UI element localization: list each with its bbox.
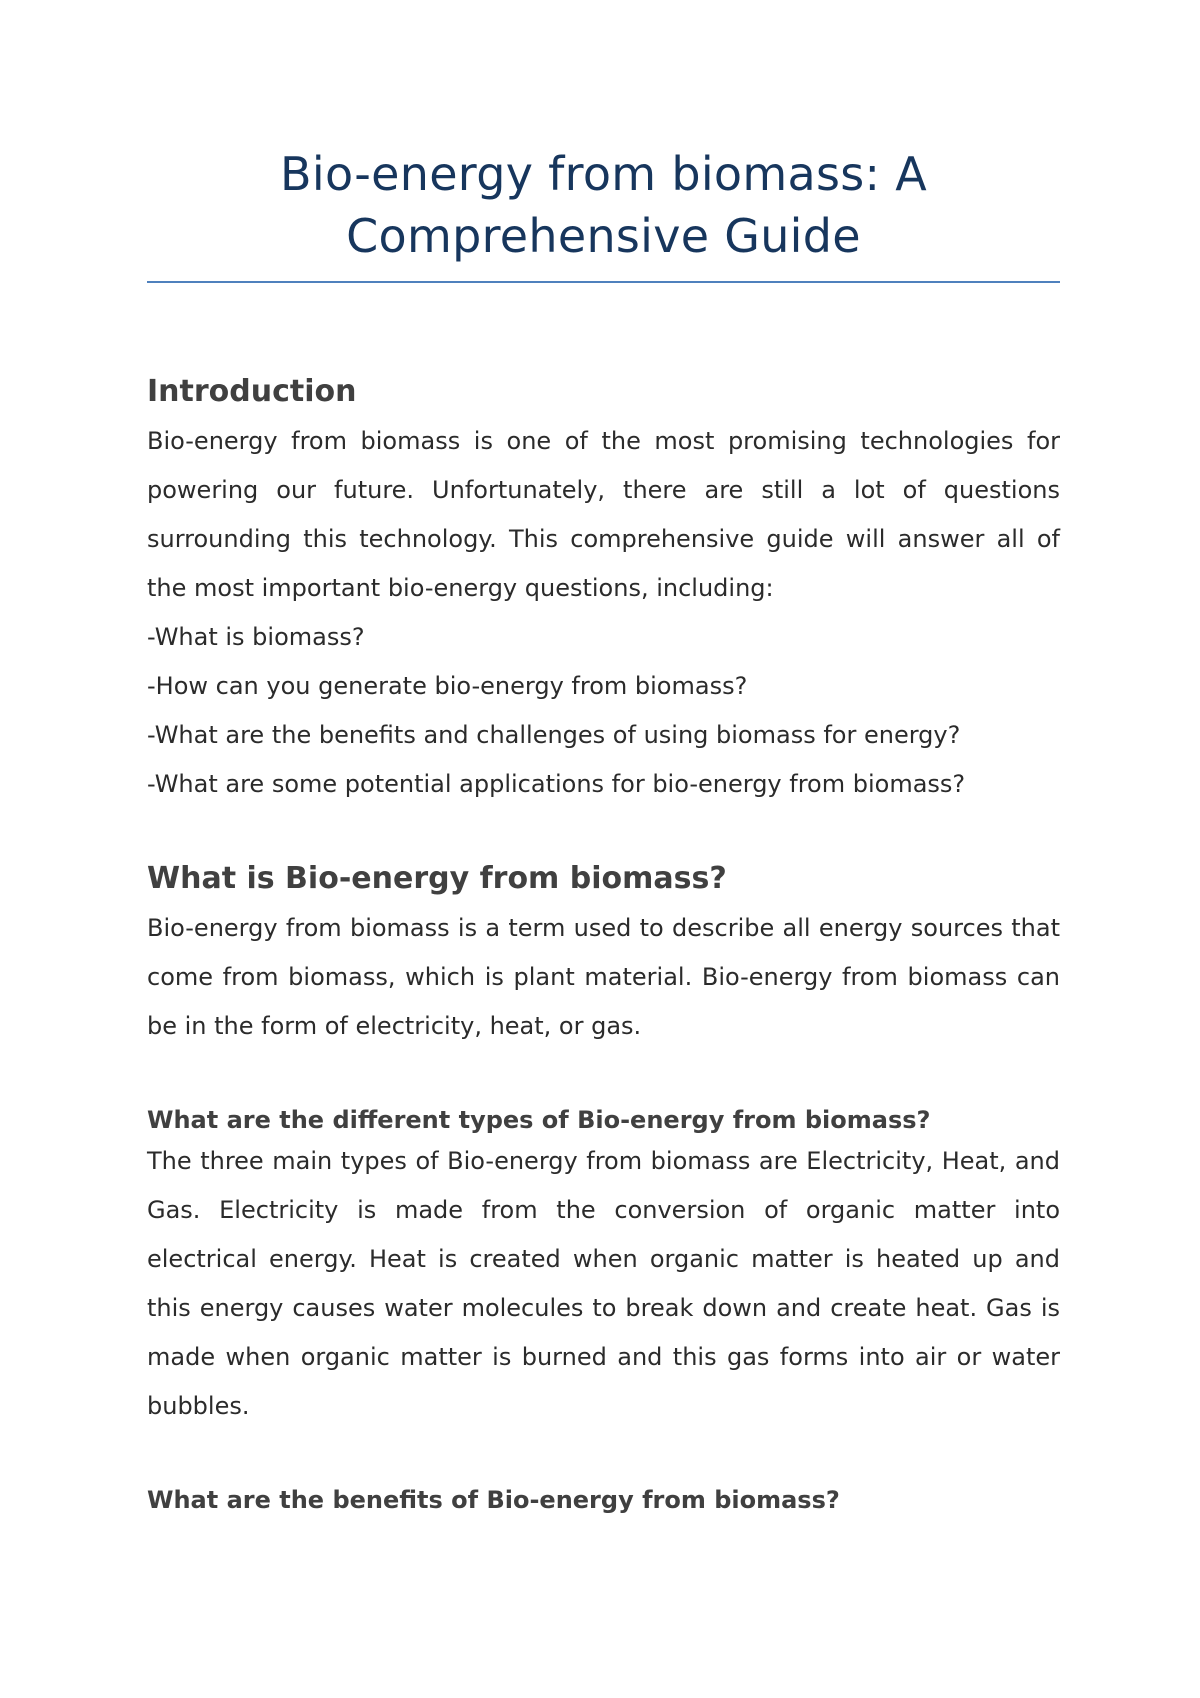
document-page bbox=[147, 0, 1060, 1517]
intro-paragraph: Bio-energy from biomass is one of the most promising technologies for powering our future. Unfortunately, there are still a lot of questions surrounding this technology. This comprehensive guide will answer all of the most important bio-energy questions, including: bbox=[147, 427, 1060, 602]
heading-what-is: What is Bio-energy from biomass? bbox=[147, 861, 727, 896]
heading-types: What are the different types of Bio-energy from biomass? bbox=[147, 1106, 931, 1134]
list-item: -What are some potential applications for bio-energy from biomass? bbox=[147, 770, 966, 798]
section-introduction bbox=[147, 372, 1060, 809]
list-item: -How can you generate bio-energy from biomass? bbox=[147, 672, 748, 700]
list-item: -What are the benefits and challenges of using biomass for energy? bbox=[147, 721, 961, 749]
intro-question-list bbox=[147, 613, 1060, 809]
title-divider bbox=[147, 281, 1060, 283]
section-types bbox=[147, 1103, 1060, 1431]
types-paragraph: The three main types of Bio-energy from biomass are Electricity, Heat, and Gas. Electricity is made from the conversion of organic matter into electrical energy. Heat is created when organic matter is heated up and this energy causes water molecules to break down and create heat. Gas is made when organic matter is burned and this gas forms into air or water bubbles. bbox=[147, 1147, 1060, 1420]
what-is-paragraph: Bio-energy from biomass is a term used to describe all energy sources that come from biomass, which is plant material. Bio-energy from biomass can be in the form of electricity, heat, or gas. bbox=[147, 914, 1060, 1040]
heading-benefits: What are the benefits of Bio-energy from biomass? bbox=[147, 1486, 840, 1514]
heading-introduction: Introduction bbox=[147, 374, 357, 409]
section-benefits bbox=[147, 1483, 1060, 1517]
section-what-is bbox=[147, 859, 1060, 1051]
list-item: -What is biomass? bbox=[147, 623, 365, 651]
document-title: Bio-energy from biomass: A Comprehensive Guide bbox=[280, 147, 927, 263]
